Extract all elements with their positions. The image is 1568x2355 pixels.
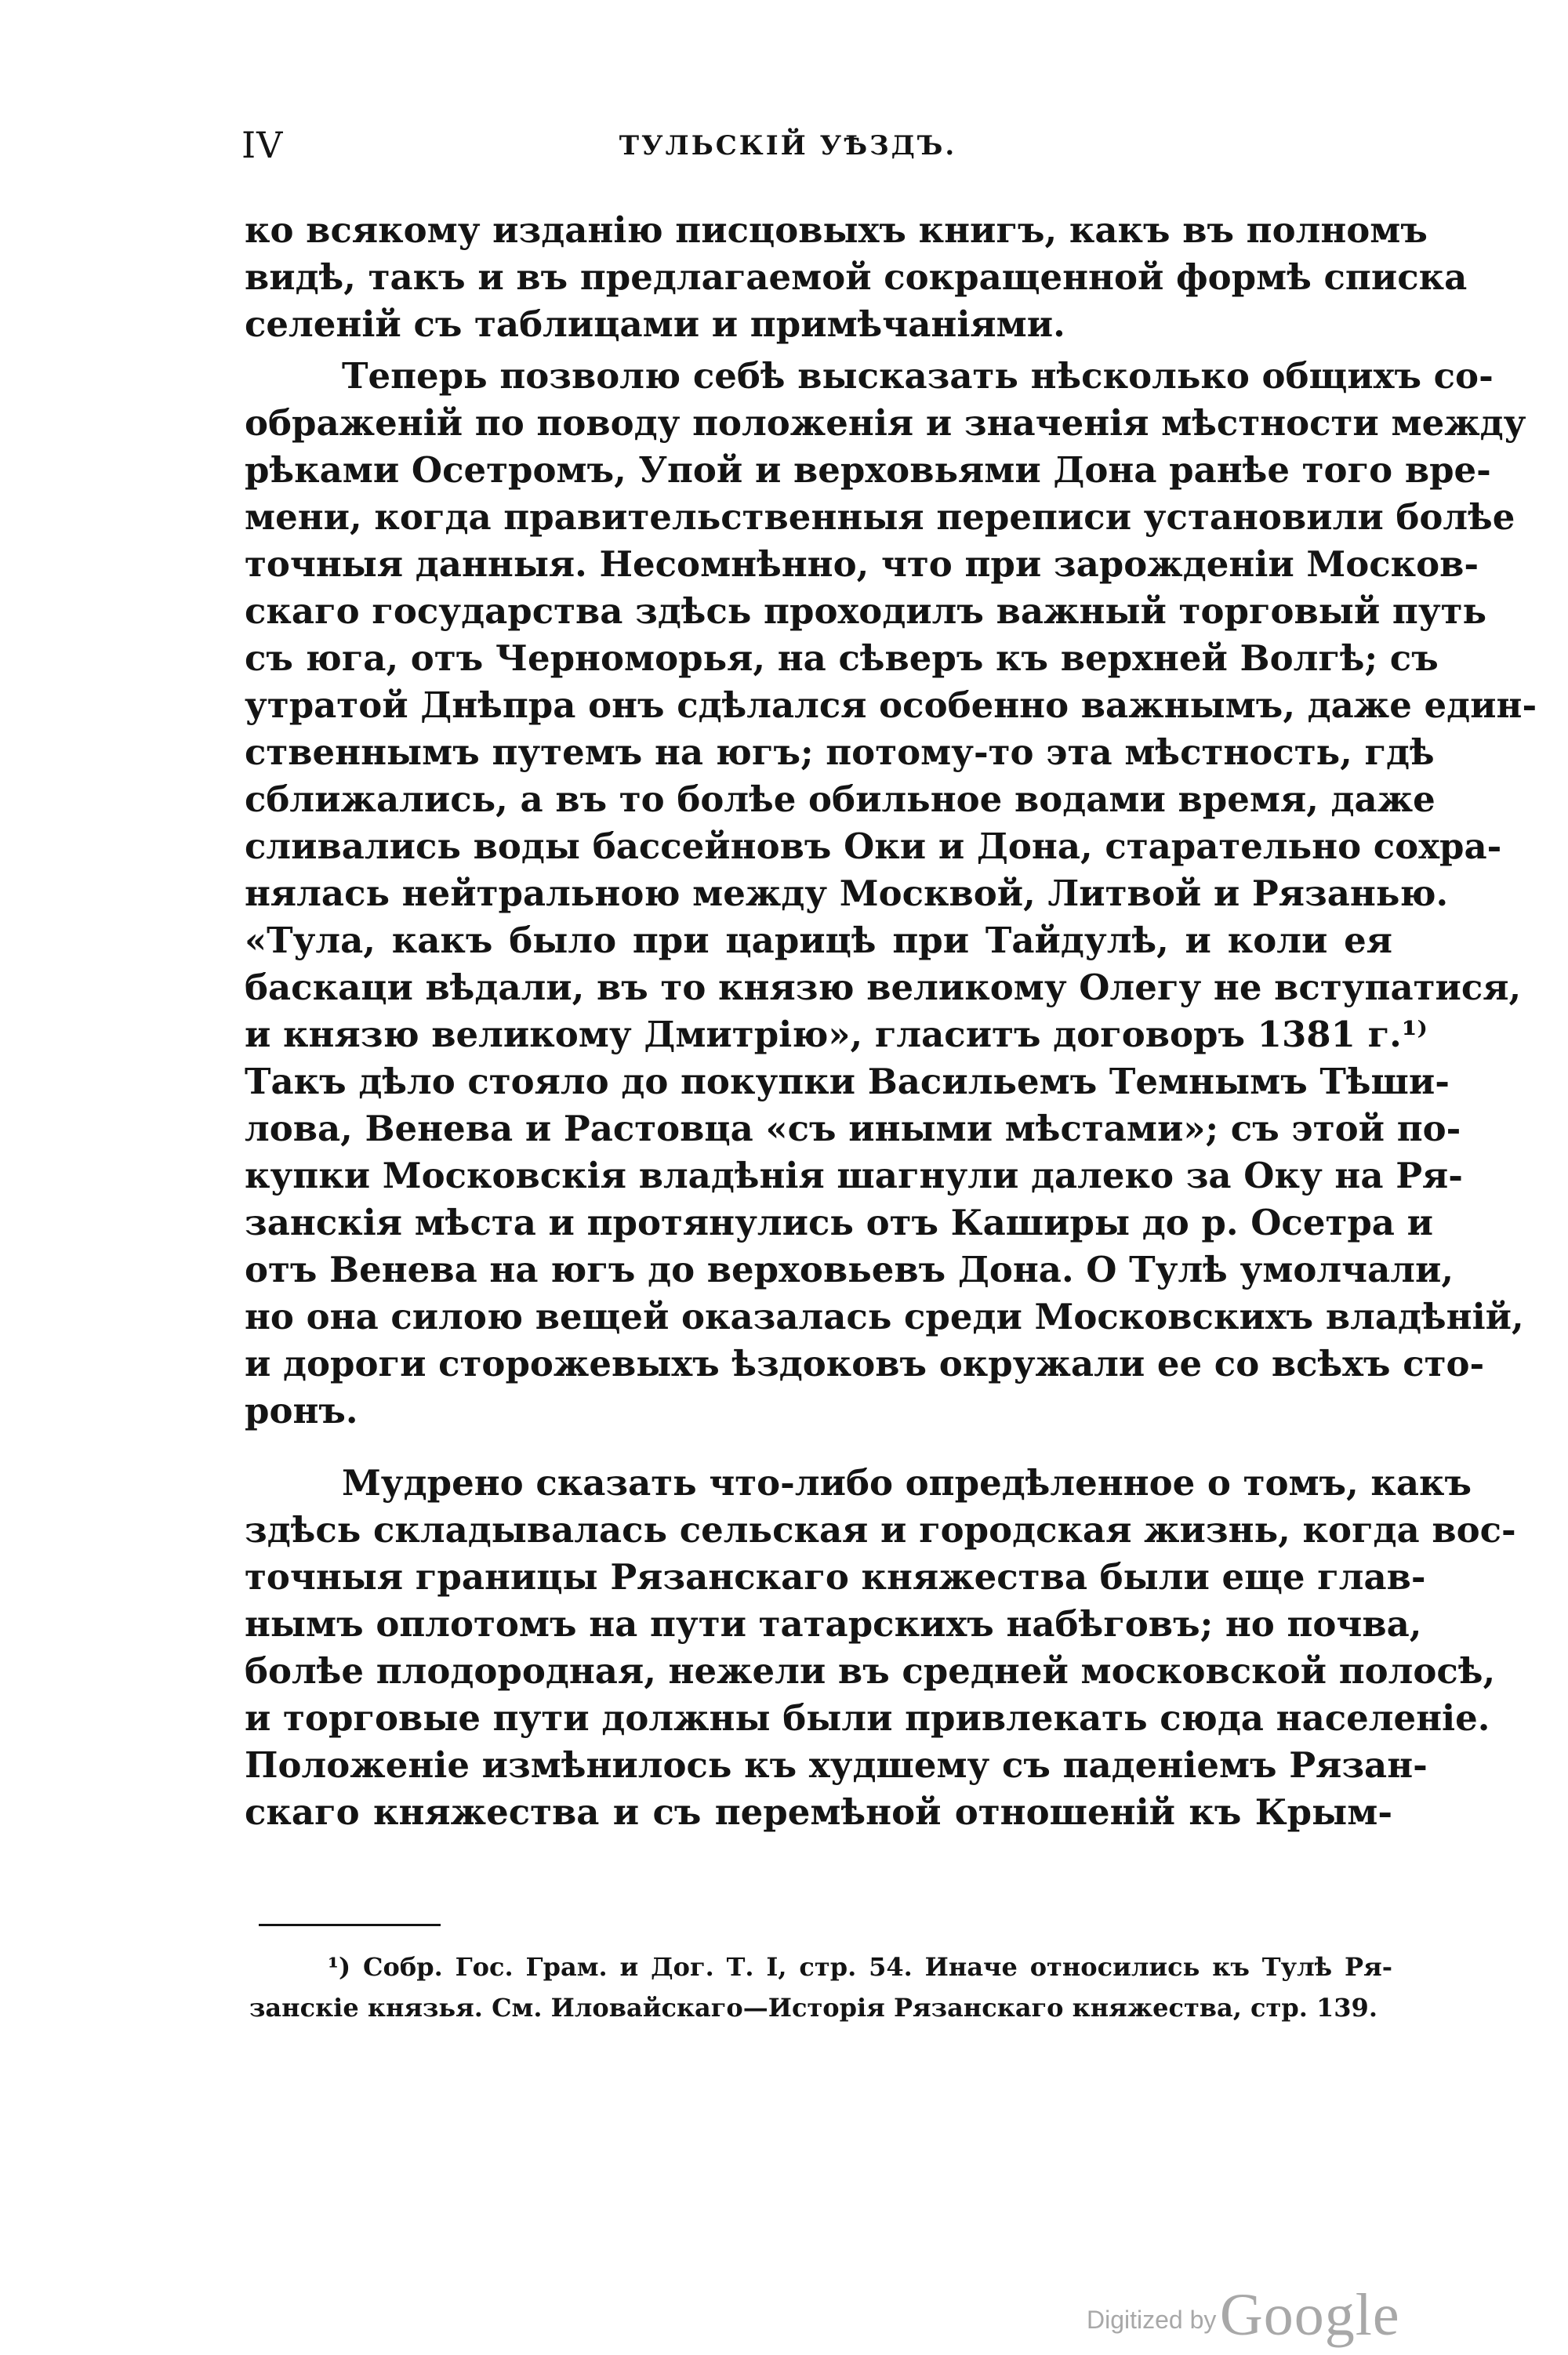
text-line: здѣсь складывалась сельская и городская жизнь, когда вос- (245, 1509, 1516, 1551)
text-line: скаго государства здѣсь проходилъ важный торговый путь (245, 590, 1487, 632)
text-line: Такъ дѣло стояло до покупки Васильемъ Темнымъ Тѣши- (245, 1061, 1450, 1102)
text-line: точныя границы Рязанскаго княжества были еще глав- (245, 1556, 1426, 1598)
text-line: занскія мѣста и протянулись отъ Каширы до р. Осетра и (245, 1202, 1434, 1243)
google-logo: Google (1219, 2282, 1400, 2348)
text-line: рѣками Осетромъ, Упой и верховьями Дона ранѣе того вре- (245, 449, 1491, 491)
text-line: селеній съ таблицами и примѣчаніями. (245, 303, 1065, 345)
text-line: болѣе плодородная, нежели въ средней московской полосѣ, (245, 1650, 1496, 1692)
text-line: нялась нейтральною между Москвой, Литвой и Рязанью. (245, 873, 1449, 914)
footnote-line: занскіе князья. См. Иловайскаго—Исторія Рязанскаго княжества, стр. 139. (249, 1993, 1377, 2023)
text-line: и дороги сторожевыхъ ѣздоковъ окружали ее со всѣхъ сто- (245, 1343, 1485, 1384)
text-line: лова, Венева и Растовца «съ иными мѣстами»; съ этой по- (245, 1108, 1461, 1149)
text-line: ко всякому изданію писцовыхъ книгъ, какъ въ полномъ (245, 209, 1428, 251)
text-line: ронъ. (245, 1390, 358, 1432)
text-line: но она силою вещей оказалась среди Московскихъ владѣній, (245, 1296, 1524, 1337)
text-line: ственнымъ путемъ на югъ; потому-то эта мѣстность, гдѣ (245, 731, 1435, 773)
text-line: скаго княжества и съ перемѣной отношеній къ Крым- (245, 1791, 1392, 1833)
watermark-prefix: Digitized by (1087, 2306, 1217, 2334)
text-line: мени, когда правительственныя переписи установили болѣе (245, 496, 1515, 538)
text-line: Положеніе измѣнилось къ худшему съ паденіемъ Рязан- (245, 1744, 1428, 1786)
running-title: ТУЛЬСКІЙ УѢЗДЪ. (619, 130, 957, 161)
digitized-watermark (1087, 2281, 1400, 2350)
page-number: IV (241, 124, 284, 166)
text-line: съ юга, отъ Черноморья, на сѣверъ къ верхней Волгѣ; съ (245, 637, 1439, 679)
text-line: баскаци вѣдали, въ то князю великому Олегу не вступатися, (245, 967, 1522, 1008)
text-line: утратой Днѣпра онъ сдѣлался особенно важнымъ, даже един- (245, 684, 1537, 726)
footnote-line: ¹) Собр. Гос. Грам. и Дог. Т. I, стр. 54. Иначе относились къ Тулѣ Ря- (328, 1952, 1392, 1982)
text-line: и князю великому Дмитрію», гласитъ договоръ 1381 г.¹⁾ (245, 1014, 1428, 1055)
text-line: купки Московскія владѣнія шагнули далеко за Оку на Ря- (245, 1155, 1463, 1196)
footnote-rule (259, 1924, 441, 1926)
text-line: Теперь позволю себѣ высказать нѣсколько общихъ со- (342, 355, 1494, 397)
text-line: и торговые пути должны были привлекать сюда населеніе. (245, 1697, 1490, 1739)
text-line: ображеній по поводу положенія и значенія мѣстности между (245, 402, 1526, 444)
text-line: точныя данныя. Несомнѣнно, что при зарожденіи Москов- (245, 543, 1479, 585)
text-line: видѣ, такъ и въ предлагаемой сокращенной формѣ списка (245, 256, 1468, 298)
text-line: сближались, а въ то болѣе обильное водами время, даже (245, 778, 1436, 820)
text-line: отъ Венева на югъ до верховьевъ Дона. О Тулѣ умолчали, (245, 1249, 1454, 1290)
text-line: «Тула, какъ было при царицѣ при Тайдулѣ, и коли ея (245, 920, 1392, 961)
text-line: Мудрено сказать что-либо опредѣленное о томъ, какъ (342, 1462, 1472, 1504)
text-line: сливались воды бассейновъ Оки и Дона, старательно сохра- (245, 826, 1502, 867)
text-line: нымъ оплотомъ на пути татарскихъ набѣговъ; но почва, (245, 1603, 1422, 1645)
